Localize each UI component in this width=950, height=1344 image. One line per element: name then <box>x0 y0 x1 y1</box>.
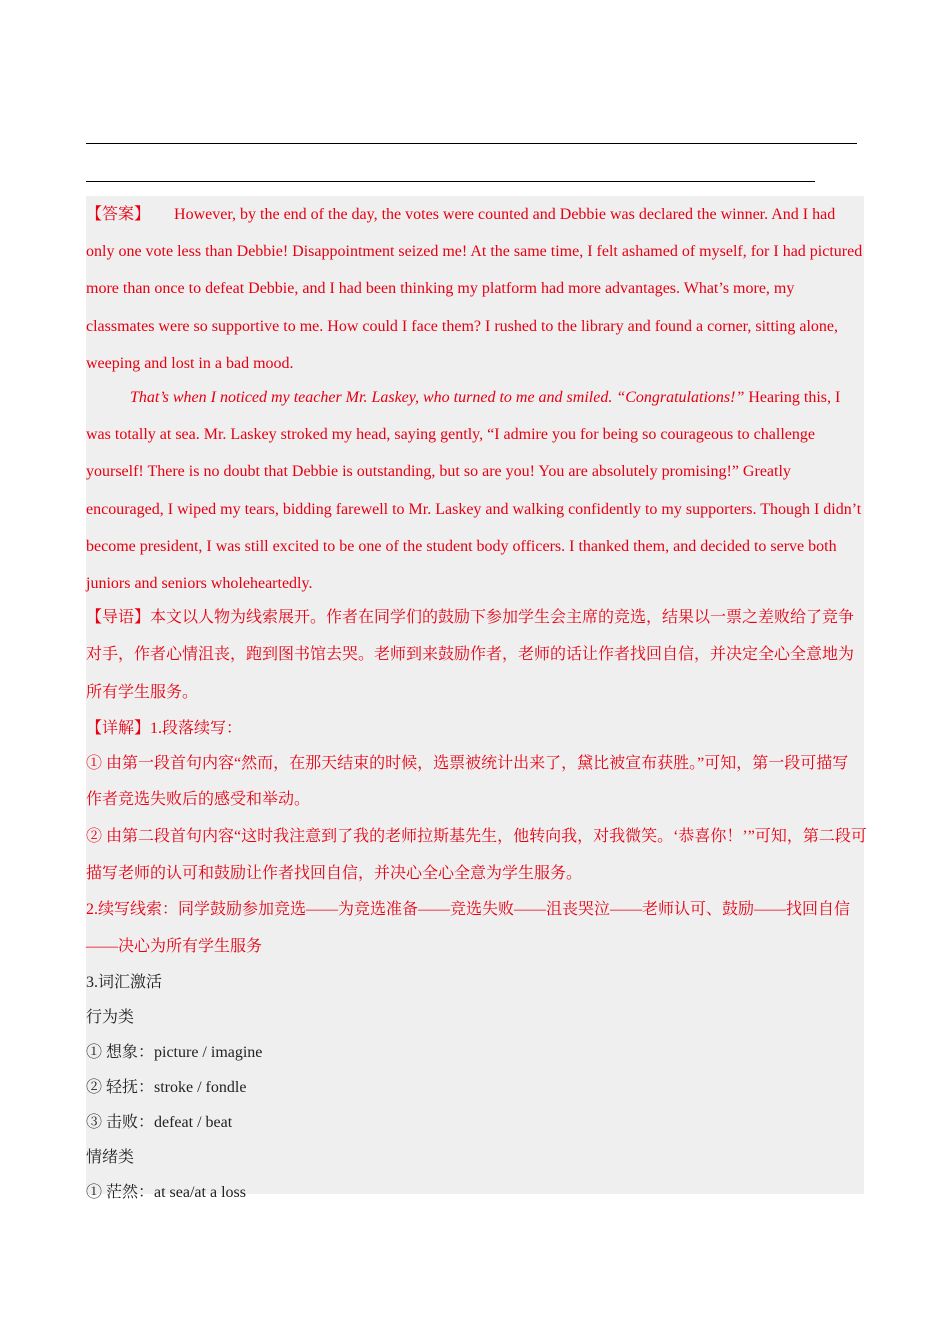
given-opening-sentence: That’s when I noticed my teacher Mr. Laskey, who turned to me and smiled. “Congratulations!” <box>130 389 745 407</box>
vocab-item-stroke: ② 轻抚：stroke / fondle <box>86 1079 247 1097</box>
guide-text: 本文以人物为线索展开。作者在同学们的鼓励下参加学生会主席的竞选，结果以一票之差败给了竞争对手，作者心情沮丧，跑到图书馆去哭。老师到来鼓励作者，老师的话让作者找回自信，并决定全心全意地为所有学生服务。 <box>86 609 855 701</box>
answer-line-2 <box>86 181 815 182</box>
vocab-heading: 3.词汇激活 <box>86 974 163 992</box>
detail-clues: 2.续写线索：同学鼓励参加竞选——为竞选准备——竞选失败——沮丧哭泣——老师认可、鼓励——找回自信——决心为所有学生服务 <box>86 901 851 955</box>
vocab-item-picture: ① 想象：picture / imagine <box>86 1044 263 1062</box>
vocab-category-emotions: 情绪类 <box>86 1149 135 1167</box>
answer-text-1: However, by the end of the day, the votes were counted and Debbie was declared the winner. And I had only one vote less than Debbie! Disappointment seized me! At the same time, I felt ashamed of myself, for I had pictured more than once to defeat Debbie, and I had been thinking my platform had more advantages. What’s more, my classmates were so supportive to me. How could I face them? I rushed to the library and found a corner, sitting alone, weeping and lost in a bad mood. <box>86 206 863 372</box>
answer-section <box>86 196 867 1210</box>
vocab-item-defeat: ③ 击败：defeat / beat <box>86 1114 233 1132</box>
detail-tag: 【详解】 <box>86 719 151 737</box>
answer-line-1 <box>86 143 857 144</box>
guide-paragraph <box>86 599 864 711</box>
vocab-category-actions: 行为类 <box>86 1009 135 1027</box>
detail-heading-1-text: 1.段落续写： <box>150 719 243 737</box>
answer-text-2: Hearing this, I was totally at sea. Mr. Laskey stroked my head, saying gently, “I admire you for being so courageous to challenge yourself! There is no doubt that Debbie is outstanding, but so are you! You are absolutely promising!” Greatly encouraged, I wiped my tears, bidding farewell to Mr. Laskey and walking confidently to my supporters. Though I didn’t become president, I was still excited to be one of the student body officers. I thanked them, and decided to serve both juniors and seniors wholeheartedly. <box>86 389 862 593</box>
answer-tag: 【答案】 <box>86 206 151 223</box>
detail-heading-1 <box>86 711 864 746</box>
answer-paragraph-2 <box>86 379 864 602</box>
answer-paragraph-1 <box>86 196 864 382</box>
detail-point-2: ② 由第二段首句内容“这时我注意到了我的老师拉斯基先生，他转向我，对我微笑。‘恭喜你！’”可知，第二段可描写老师的认可和鼓励让作者找回自信，并决心全心全意为学生服务。 <box>86 828 867 882</box>
detail-point-1: ① 由第一段首句内容“然而，在那天结束的时候，选票被统计出来了，黛比被宣布获胜。”可知，第一段可描写作者竞选失败后的感受和举动。 <box>86 754 849 809</box>
vocab-item-at-sea: ① 茫然：at sea/at a loss <box>86 1184 246 1202</box>
guide-tag: 【导语】 <box>86 609 151 627</box>
